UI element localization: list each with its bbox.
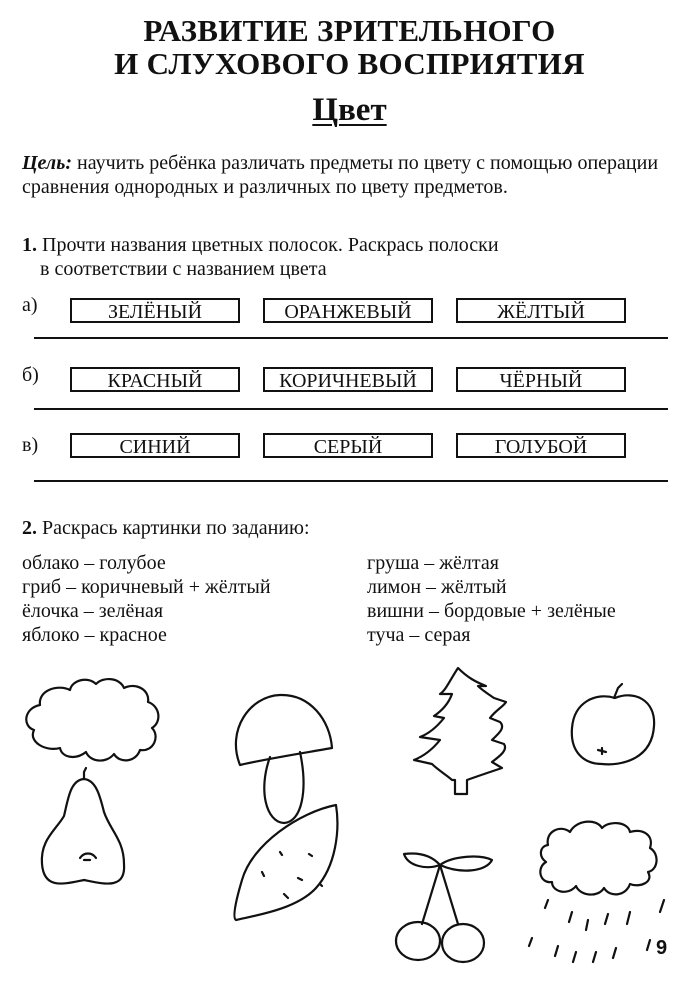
- color-strip-orange[interactable]: ОРАНЖЕВЫЙ: [263, 298, 433, 323]
- cherries-icon[interactable]: [396, 853, 492, 962]
- apple-icon[interactable]: [572, 684, 654, 764]
- pear-icon[interactable]: [42, 768, 124, 884]
- task1-text-line1: Прочти названия цветных полосок. Раскрась полоски: [42, 234, 499, 256]
- section-title: Цвет: [312, 92, 387, 128]
- color-strip-black[interactable]: ЧЁРНЫЙ: [456, 367, 626, 392]
- color-strip-yellow[interactable]: ЖЁЛТЫЙ: [456, 298, 626, 323]
- pair-item: лимон – жёлтый: [367, 576, 507, 598]
- pair-item: вишни – бордовые + зелёные: [367, 600, 616, 622]
- fir-tree-icon[interactable]: [414, 668, 506, 794]
- rain-cloud-icon[interactable]: [529, 822, 664, 962]
- cloud-icon[interactable]: [26, 679, 158, 761]
- task1-text-line2: в соответствии с названием цвета: [40, 258, 327, 280]
- goal-label: Цель:: [22, 152, 72, 174]
- color-strip-red[interactable]: КРАСНЫЙ: [70, 367, 240, 392]
- row-label-a: а): [22, 294, 38, 316]
- task2-number: 2.: [22, 517, 37, 539]
- page-number: 9: [656, 937, 668, 959]
- pair-item: гриб – коричневый + жёлтый: [22, 576, 271, 598]
- task2-text: Раскрась картинки по заданию:: [42, 517, 310, 539]
- pair-item: ёлочка – зелёная: [22, 600, 164, 622]
- color-strip-blue[interactable]: СИНИЙ: [70, 433, 240, 458]
- pair-item: груша – жёлтая: [367, 552, 499, 574]
- pair-item: облако – голубое: [22, 552, 166, 574]
- mushroom-icon[interactable]: [236, 695, 332, 823]
- page-title-line2: И СЛУХОВОГО ВОСПРИЯТИЯ: [114, 46, 585, 81]
- pair-item: туча – серая: [367, 624, 471, 646]
- row-label-b: б): [22, 364, 39, 386]
- color-strip-light-blue[interactable]: ГОЛУБОЙ: [456, 433, 626, 458]
- color-strip-brown[interactable]: КОРИЧНЕВЫЙ: [263, 367, 433, 392]
- row-label-v: в): [22, 434, 39, 456]
- color-strip-green[interactable]: ЗЕЛЁНЫЙ: [70, 298, 240, 323]
- goal-text: научить ребёнка различать предметы по цвету с помощью операции сравнения однородных и различных по цвету предметов.: [22, 152, 659, 198]
- task1-number: 1.: [22, 234, 37, 256]
- page-title-line1: РАЗВИТИЕ ЗРИТЕЛЬНОГО: [143, 13, 556, 48]
- pair-item: яблоко – красное: [22, 624, 167, 646]
- color-strip-grey[interactable]: СЕРЫЙ: [263, 433, 433, 458]
